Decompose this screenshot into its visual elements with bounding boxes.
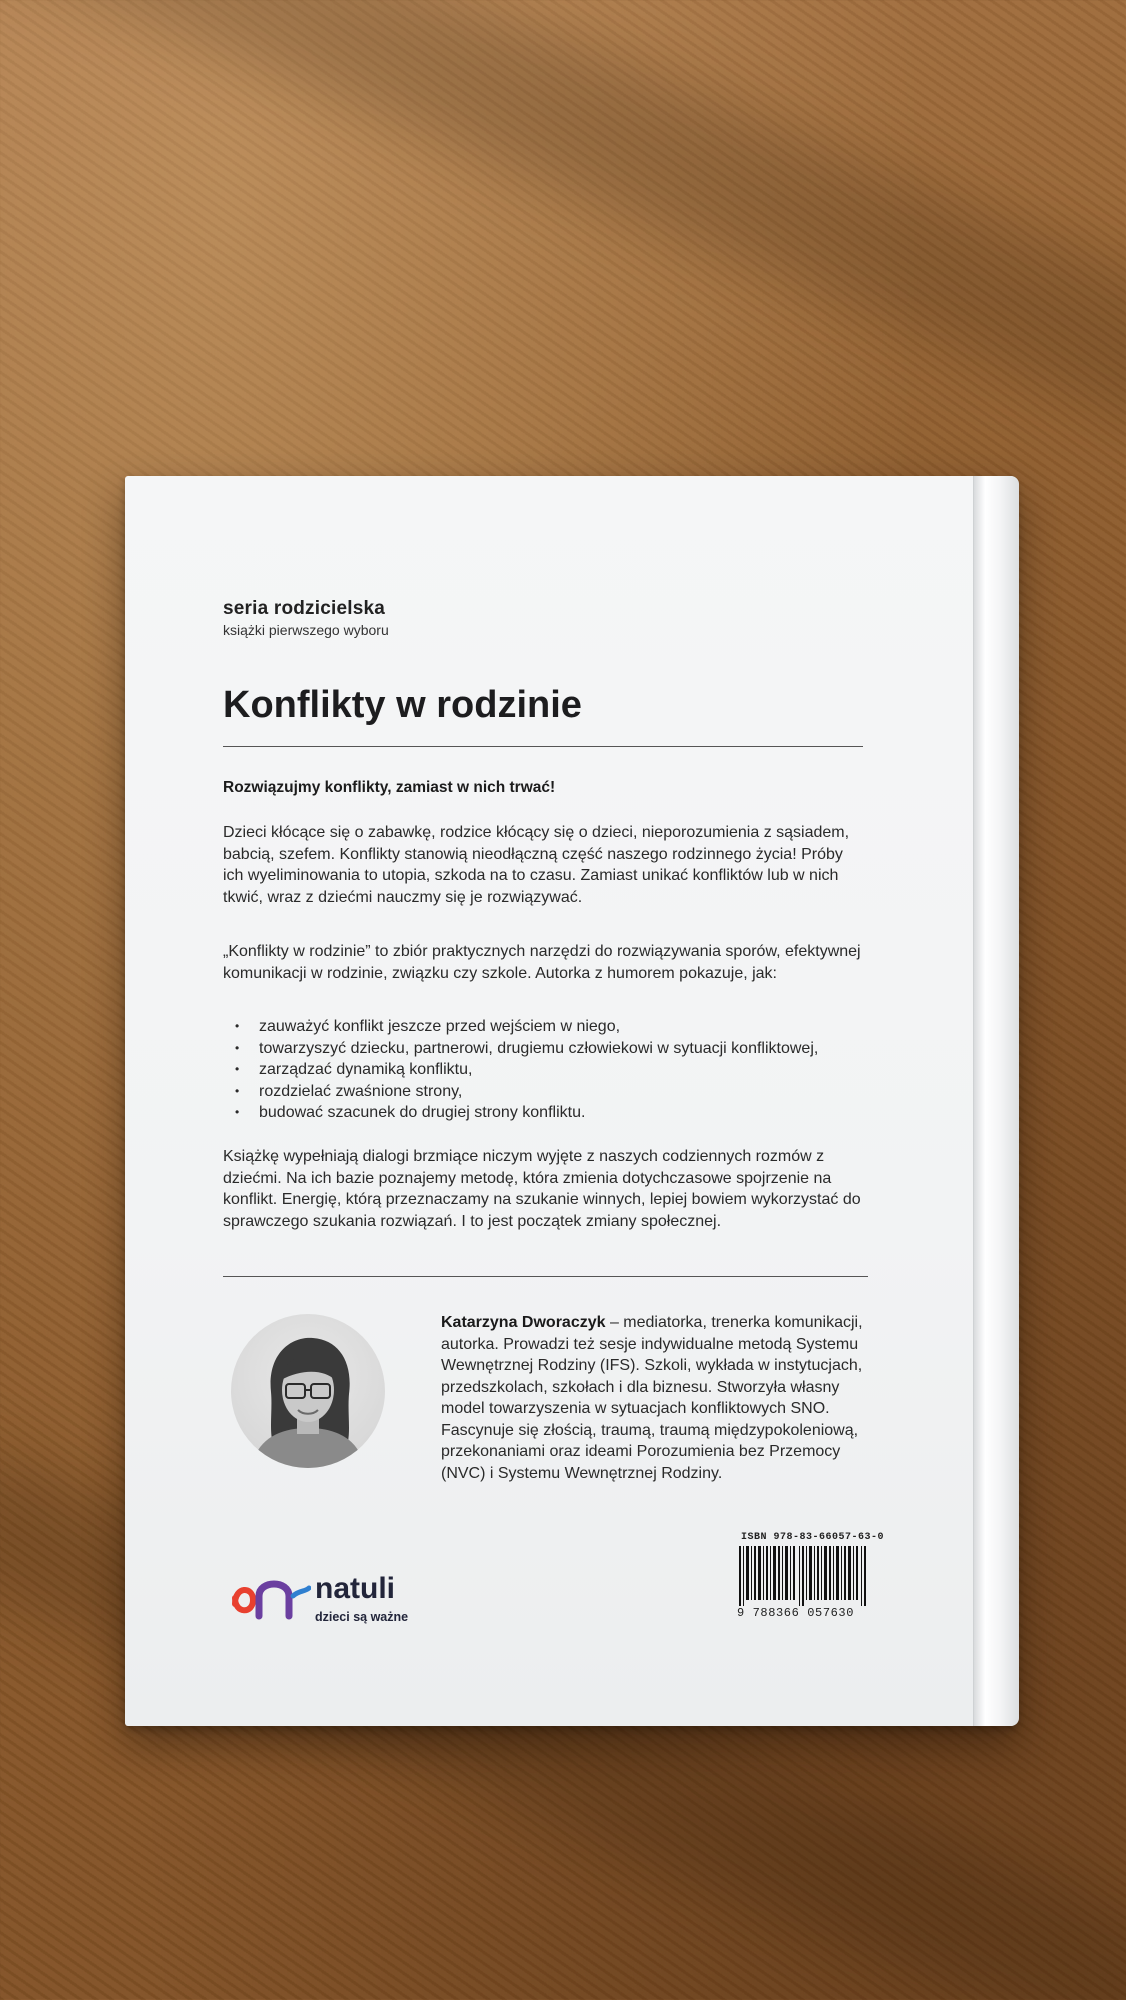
list-item: • zarządzać dynamiką konfliktu, (223, 1059, 863, 1081)
barcode-icon (739, 1546, 867, 1606)
list-item: • rozdzielać zwaśnione strony, (223, 1081, 863, 1103)
author-photo (231, 1314, 385, 1468)
author-portrait-icon (231, 1314, 385, 1468)
skills-list (223, 1016, 863, 1124)
cover-panel (125, 476, 973, 1726)
author-bio (441, 1312, 877, 1484)
series-title: seria rodzicielska (223, 598, 386, 619)
book-spine (973, 476, 1019, 1726)
list-item: • zauważyć konflikt jeszcze przed wejściem w niego, (223, 1016, 863, 1038)
author-bio-text: – mediatorka, trenerka komunikacji, autorka. Prowadzi też sesje indywidualne metodą Systemu Wewnętrznej Rodziny (IFS). Szkoli, wykłada w instytucjach, przedszkolach, szkołach i dla biznesu. Stworzyła własny model towarzyszenia w sytuacjach konfliktowych SNO. Fascynuje się złością, traumą, traumą międzypokoleniową, przekonaniami oraz ideami Porozumienia bez Przemocy (NVC) i Systemu Wewnętrznej Rodziny. (441, 1314, 863, 1482)
author-name: Katarzyna Dworaczyk (441, 1314, 606, 1331)
author-divider (223, 1276, 868, 1277)
natuli-logo-icon (231, 1574, 311, 1620)
book-title: Konflikty w rodzinie (223, 684, 582, 726)
blanket-shadow (0, 0, 1126, 457)
list-item: • towarzyszyć dziecku, partnerowi, drugiemu człowiekowi w sytuacji konfliktowej, (223, 1038, 863, 1060)
book-back-cover (125, 476, 1018, 1726)
title-divider (223, 746, 863, 747)
list-item: • budować szacunek do drugiej strony konfliktu. (223, 1102, 863, 1124)
lead-sentence: Rozwiązujmy konflikty, zamiast w nich trwać! (223, 779, 556, 796)
description-paragraph-1: Dzieci kłócące się o zabawkę, rodzice kłócący się o dzieci, nieporozumienia z sąsiadem, babcią, szefem. Konflikty stanowią nieodłączną część naszego rodzinnego życia! Próby ich wyeliminowania to utopia, szkoda na to czasu. Zamiast unikać konfliktów lub w nich tkwić, wraz z dziećmi nauczmy się je rozwiązywać. (223, 824, 850, 906)
description-paragraph-2: „Konflikty w rodzinie” to zbiór praktycznych narzędzi do rozwiązywania sporów, efektywnej komunikacji w rodzinie, związku czy szkole. Autorka z humorem pokazuje, jak: (223, 943, 861, 982)
series-subtitle: książki pierwszego wyboru (223, 622, 389, 638)
description-paragraph-3: Książkę wypełniają dialogi brzmiące niczym wyjęte z naszych codziennych rozmów z dziećmi. Na ich bazie poznajemy metodę, która zmienia dotychczasowe spojrzenie na konflikt. Energię, którą przeznaczamy na szukanie winnych, lepiej bowiem wykorzystać do sprawczego szukania rozwiązań. I to jest początek zmiany społecznej. (223, 1148, 861, 1230)
publisher-name: natuli (315, 1572, 395, 1605)
barcode-digits: 9 788366 057630 (737, 1606, 855, 1620)
publisher-tagline: dzieci są ważne (315, 1610, 409, 1624)
isbn-label: ISBN 978-83-66057-63-0 (741, 1532, 885, 1543)
